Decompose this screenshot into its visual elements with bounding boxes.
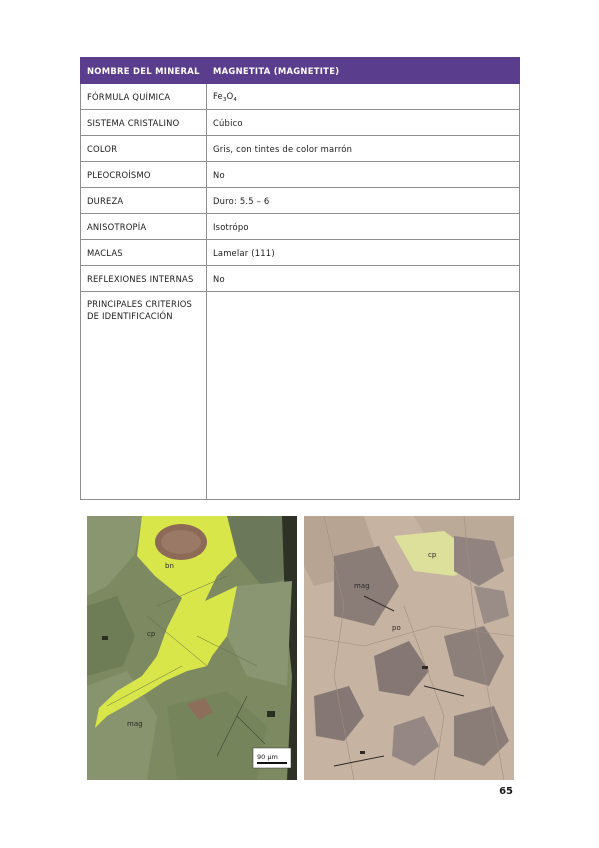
label-po: po — [392, 624, 401, 632]
table-row — [81, 162, 520, 188]
table-row — [81, 84, 520, 110]
micrograph-right — [304, 516, 514, 780]
table-row — [81, 266, 520, 292]
formula-value — [207, 84, 520, 110]
row-value: No — [207, 162, 520, 188]
label-cp: cp — [147, 630, 156, 638]
criteria-label-line-1: PRINCIPALES CRITERIOS — [87, 299, 193, 309]
label-cp: cp — [428, 551, 437, 559]
mineral-table — [80, 57, 520, 500]
row-label: REFLEXIONES INTERNAS — [81, 266, 207, 292]
label-bn: bn — [165, 562, 174, 570]
page-number: 65 — [499, 786, 513, 797]
formula-sub-1: 3 — [222, 96, 227, 103]
formula-base-2: O — [226, 90, 234, 101]
row-label: PLEOCROÍSMO — [81, 162, 207, 188]
criteria-label — [81, 292, 207, 500]
row-label: MACLAS — [81, 240, 207, 266]
row-value: No — [207, 266, 520, 292]
row-label: SISTEMA CRISTALINO — [81, 110, 207, 136]
micrograph-left — [87, 516, 297, 780]
header-value: MAGNETITA (MAGNETITE) — [207, 58, 520, 84]
table-header-row — [81, 58, 520, 84]
scale-bar-label: 90 µm — [257, 753, 278, 761]
header-label: NOMBRE DEL MINERAL — [81, 58, 207, 84]
micrograph-left-image — [87, 516, 297, 780]
label-mag: mag — [354, 582, 370, 590]
row-label: DUREZA — [81, 188, 207, 214]
row-label: ANISOTROPÍA — [81, 214, 207, 240]
criteria-value — [207, 292, 520, 500]
row-value: Duro: 5.5 – 6 — [207, 188, 520, 214]
table-row — [81, 136, 520, 162]
formula-base-1: Fe — [213, 90, 223, 101]
row-label: COLOR — [81, 136, 207, 162]
row-value: Gris, con tintes de color marrón — [207, 136, 520, 162]
table-row — [81, 110, 520, 136]
scale-bar — [257, 762, 287, 764]
criteria-label-line-2: DE IDENTIFICACIÓN — [87, 311, 173, 321]
table-row — [81, 214, 520, 240]
formula-sub-2: 4 — [233, 96, 238, 103]
label-mag: mag — [127, 720, 143, 728]
row-value: Lamelar (111) — [207, 240, 520, 266]
table-row — [81, 240, 520, 266]
formula-label: FÓRMULA QUÍMICA — [81, 84, 207, 110]
table-row — [81, 188, 520, 214]
micrograph-right-image — [304, 516, 514, 780]
row-value: Isotrópo — [207, 214, 520, 240]
table-row-criteria — [81, 292, 520, 500]
row-value: Cúbico — [207, 110, 520, 136]
